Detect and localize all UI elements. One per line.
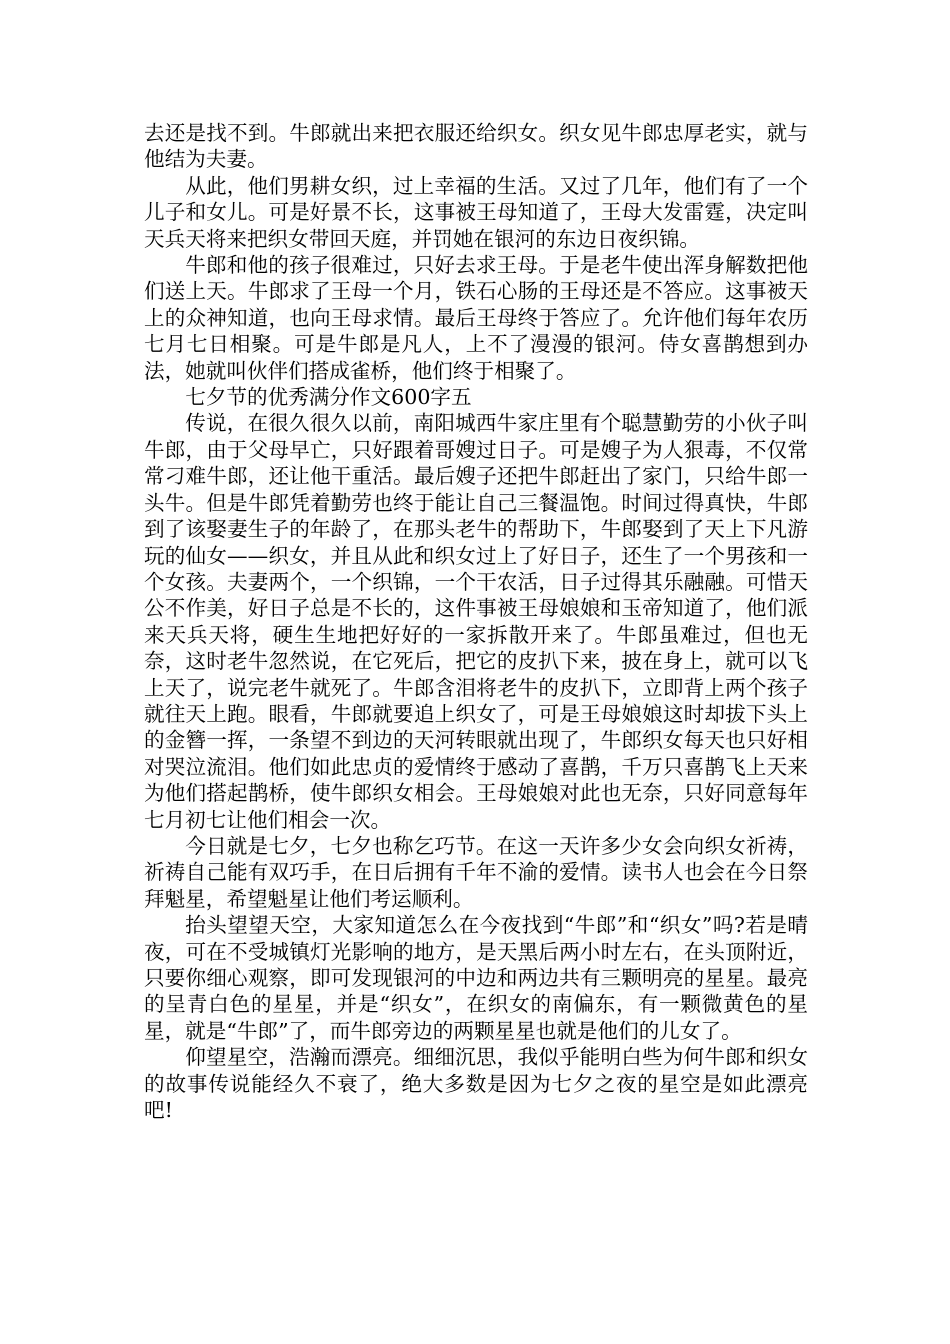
document-page (144, 120, 808, 1123)
paragraph-1: 去还是找不到。牛郎就出来把衣服还给织女。织女见牛郎忠厚老实，就与他结为夫妻。 (144, 121, 808, 172)
paragraph-7: 仰望星空，浩瀚而漂亮。细细沉思，我似乎能明白些为何牛郎和织女的故事传说能经久不衰了，绝大多数是因为七夕之夜的星空是如此漂亮吧! (144, 1045, 808, 1123)
paragraph-5: 今日就是七夕，七夕也称乞巧节。在这一天许多少女会向织女祈祷，祈祷自己能有双巧手，在日后拥有千年不渝的爱情。读书人也会在今日祭拜魁星，希望魁星让他们考运顺利。 (144, 833, 808, 911)
paragraph-4: 传说，在很久很久以前，南阳城西牛家庄里有个聪慧勤劳的小伙子叫牛郎，由于父母早亡，只好跟着哥嫂过日子。可是嫂子为人狠毒，不仅常常刁难牛郎，还让他干重活。最后嫂子还把牛郎赶出了家门，只给牛郎一头牛。但是牛郎凭着勤劳也终于能让自己三餐温饱。时间过得真快，牛郎到了该娶妻生子的年龄了，在那头老牛的帮助下，牛郎娶到了天上下凡游玩的仙女——织女，并且从此和织女过上了好日子，还生了一个男孩和一个女孩。夫妻两个，一个织锦，一个干农活，日子过得其乐融融。可惜天公不作美，好日子总是不长的，这件事被王母娘娘和玉帝知道了，他们派来天兵天将，硬生生地把好好的一家拆散开来了。牛郎虽难过，但也无奈，这时老牛忽然说，在它死后，把它的皮扒下来，披在身上，就可以飞上天了，说完老牛就死了。牛郎含泪将老牛的皮扒下，立即背上两个孩子就往天上跑。眼看，牛郎就要追上织女了，可是王母娘娘这时却拔下头上的金簪一挥，一条望不到边的天河转眼就出现了，牛郎织女每天也只好相对哭泣流泪。他们如此忠贞的爱情终于感动了喜鹊，千万只喜鹊飞上天来为他们搭起鹊桥，使牛郎织女相会。王母娘娘对此也无奈，只好同意每年七月初七让他们相会一次。 (144, 411, 808, 832)
section-heading: 七夕节的优秀满分作文600字五 (185, 385, 472, 410)
paragraph-2: 从此，他们男耕女织，过上幸福的生活。又过了几年，他们有了一个儿子和女儿。可是好景不长，这事被王母知道了，王母大发雷霆，决定叫天兵天将来把织女带回天庭，并罚她在银河的东边日夜织锦。 (144, 173, 808, 251)
paragraph-6: 抬头望望天空，大家知道怎么在今夜找到“牛郎”和“织女”吗?若是晴夜，可在不受城镇灯光影响的地方，是天黑后两小时左右，在头顶附近，只要你细心观察，即可发现银河的中边和两边共有三颗明亮的星星。最亮的呈青白色的星星，并是“织女”，在织女的南偏东，有一颗微黄色的星星，就是“牛郎”了，而牛郎旁边的两颗星星也就是他们的儿女了。 (144, 913, 808, 1043)
paragraph-3: 牛郎和他的孩子很难过，只好去求王母。于是老牛使出浑身解数把他们送上天。牛郎求了王母一个月，铁石心肠的王母还是不答应。这事被天上的众神知道，也向王母求情。最后王母终于答应了。允许他们每年农历七月七日相聚。可是牛郎是凡人，上不了漫漫的银河。侍女喜鹊想到办法，她就叫伙伴们搭成雀桥，他们终于相聚了。 (144, 253, 808, 383)
